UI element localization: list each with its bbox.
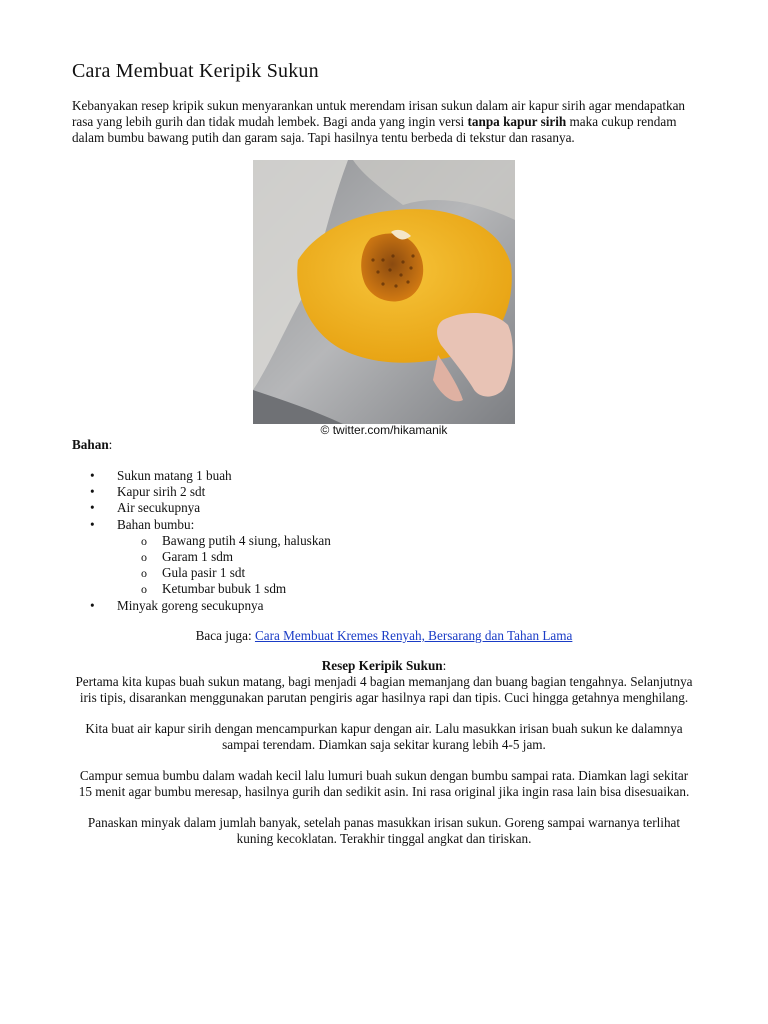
intro-text-1: Kebanyakan resep kripik sukun menyarankan untuk merendam irisan sukun dalam air kapur sirih agar mendapatkan rasa yang lebih gurih dan tidak mudah lembek. Bagi anda yang ingin versi [72,98,686,129]
recipe-step: Campur semua bumbu dalam wadah kecil lalu lumuri buah sukun dengan bumbu sampai rata. Diamkan lagi sekitar 15 menit agar bumbu meresap, hasilnya gurih dan sedikit asin. Ini rasa original jika ingin rasa lain bisa disesuaikan. [78,768,690,799]
bahan-label: Bahan [72,437,109,452]
article-title: Cara Membuat Keripik Sukun [72,60,319,82]
bumbu-list [117,533,331,598]
recipe-step [72,658,696,706]
ingredient-list [72,468,331,614]
baca-juga-link[interactable]: Cara Membuat Kremes Renyah, Bersarang dan Tahan Lama [254,628,573,643]
recipe-section [72,658,696,862]
resep-label: Resep Keripik Sukun [321,658,443,673]
list-item: • Sukun matang 1 buah [72,468,331,484]
intro-paragraph [72,98,696,146]
intro-bold-text: tanpa kapur sirih [467,114,567,129]
intro-text-2: maka cukup rendam dalam bumbu bawang putih dan garam saja. Tapi hasilnya tentu berbeda di tekstur dan rasanya. [72,114,677,145]
list-item: o Bawang putih 4 siung, haluskan [117,533,331,549]
list-item-bumbu [72,517,331,598]
list-item: • Kapur sirih 2 sdt [72,484,331,500]
list-item: • Air secukupnya [72,500,331,516]
baca-juga [72,628,696,644]
resep-colon: : [442,658,447,673]
breadfruit-chip-photo [253,160,515,424]
list-item: o Gula pasir 1 sdt [117,565,331,581]
list-item: • Minyak goreng secukupnya [72,598,331,614]
recipe-step: Kita buat air kapur sirih dengan mencampurkan kapur dengan air. Lalu masukkan irisan buah sukun ke dalamnya sampai terendam. Diamkan saja sekitar kurang lebih 4-5 jam. [85,721,683,752]
list-item: o Garam 1 sdm [117,549,331,565]
baca-juga-label: Baca juga: [195,628,255,643]
photo-caption: © twitter.com/hikamanik [320,423,448,437]
recipe-step: Panaskan minyak dalam jumlah banyak, setelah panas masukkan irisan sukun. Goreng sampai warnanya terlihat kuning kecoklatan. Terakhir tinggal angkat dan tiriskan. [87,815,681,846]
bahan-heading [72,437,112,453]
step-text: Pertama kita kupas buah sukun matang, bagi menjadi 4 bagian memanjang dan buang bagian tengahnya. Selanjutnya iris tipis, disarankan menggunakan parutan pengiris agar hasilnya rapi dan tipis. Cuci hingga getahnya menghilang. [75,674,693,705]
list-item-label: Bahan bumbu: [117,516,195,532]
list-item: o Ketumbar bubuk 1 sdm [117,581,331,597]
bahan-colon: : [108,437,113,452]
